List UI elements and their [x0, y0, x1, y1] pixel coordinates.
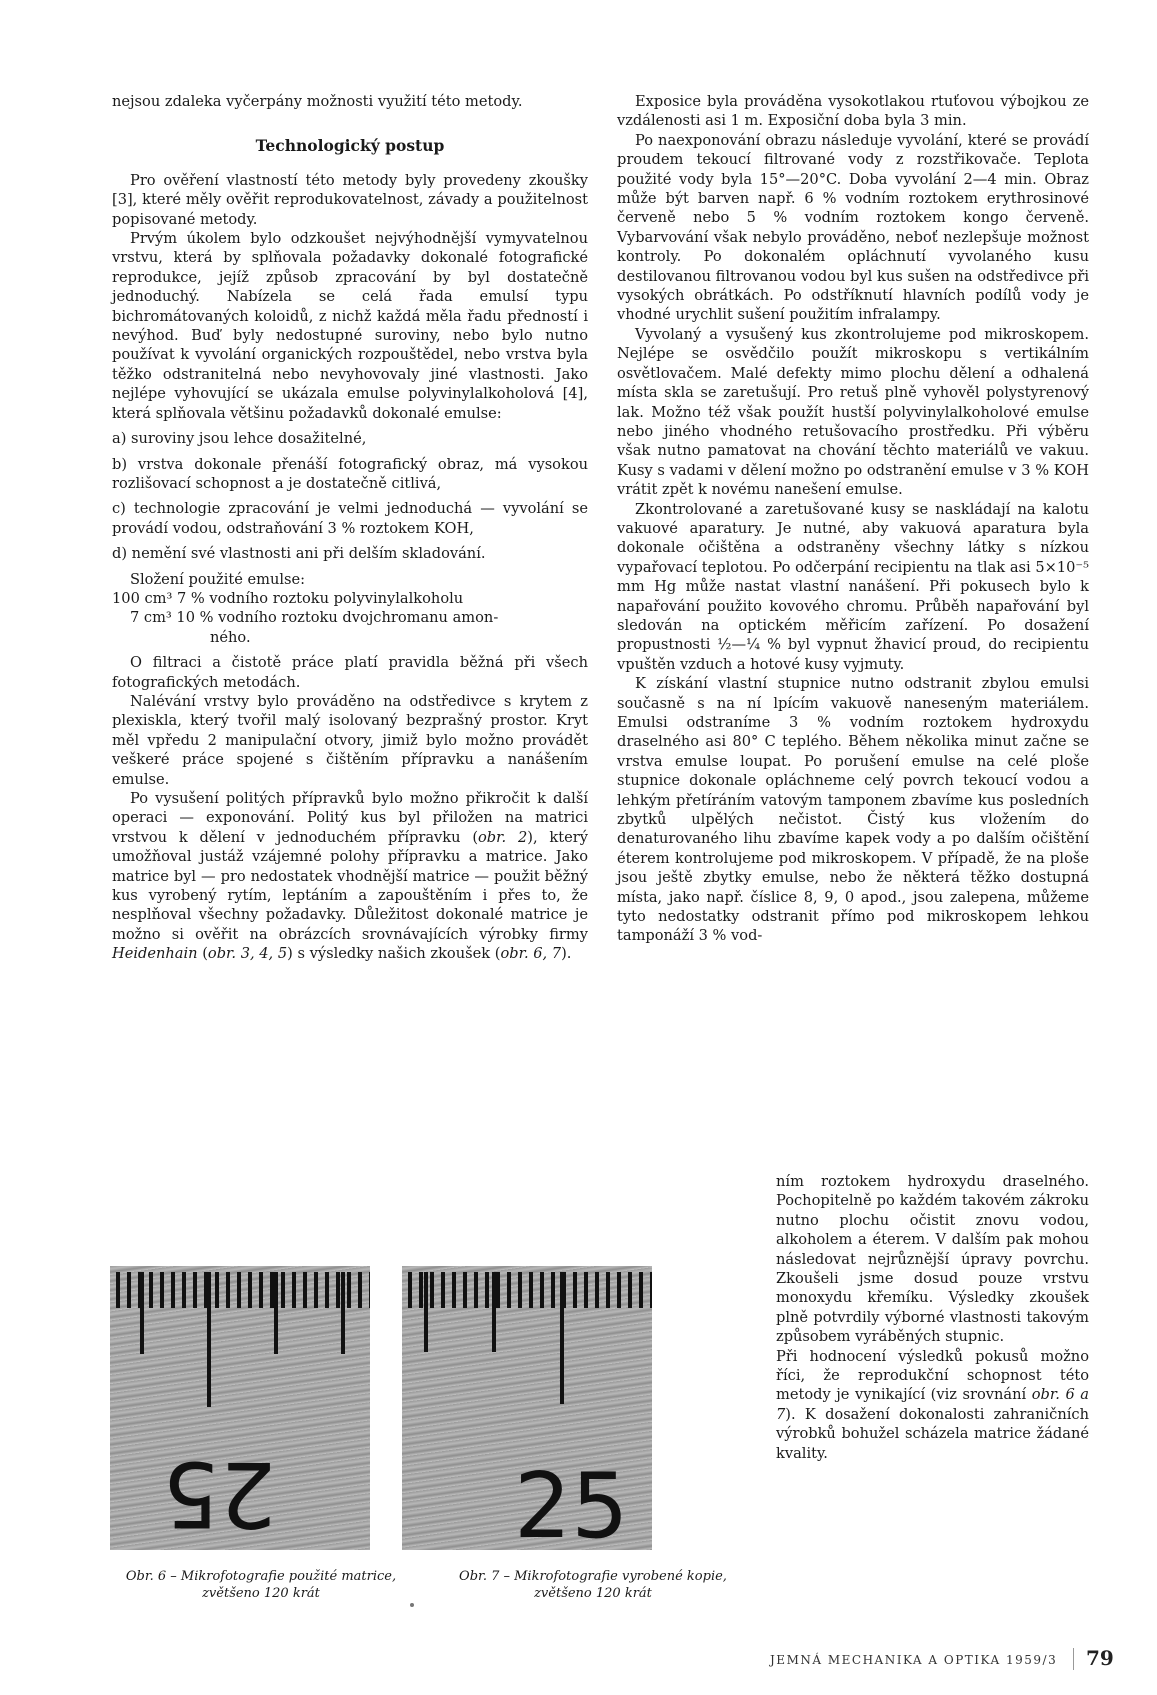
list-item-a: a) suroviny jsou lehce dosažitelné,: [112, 430, 367, 448]
paragraph: Zkontrolované a zaretušované kusy se naskládají na kalotu vakuové aparatury. Je nutné, aby vakuová aparatura byla dokonale očištěna a odstraněny všechny látky s nízkou vypařovací teplotou. Po odčerpání recipientu na tlak asi 5×10⁻⁵ mm Hg může nastat vlastní nanášení. Při pokusech bylo k napařování použito kovového chromu. Průběh napařování byl sledován na optickém měřicím zařízení. Po dosažení propustnosti ½—¼ % byl vypnut žhavicí proud, do recipientu vpuštěn vzduch a hotové kusy vyjmuty.: [617, 500, 1089, 673]
text-run: Při hodnocení výsledků pokusů možno říci, že reprodukční schopnost této metody je vynikající (viz srovnání: [776, 1347, 1089, 1404]
scale-ticks: [116, 1272, 370, 1308]
scale-tick-long: [274, 1272, 278, 1354]
page-number: 79: [1086, 1646, 1114, 1670]
wrapped-text: [776, 1172, 1089, 1463]
caption-line: zvětšeno 120 krát: [534, 1586, 652, 1601]
figure-7-micrograph: [402, 1266, 652, 1550]
paragraph: [112, 789, 588, 964]
paragraph: Po naexponování obrazu následuje vyvolání, které se provádí proudem tekoucí filtrované vody z rozstřikovače. Teplota použité vody byla 15°—20°C. Doba vyvolání 2—4 min. Obraz může být barven např. 6 % vodním roztokem erythrosinové červeně nebo 5 % vodním roztokem kongo červeně. Vybarvování však nebylo prováděno, neboť nezlepšuje možnost kontroly. Po dokonalém opláchnutí vyvolaného kusu destilovanou filtrovanou vodou byl kus sušen na odstředivce při vysokých obrátkách. Po odstříknutí hlavních podílů vody je vhodné urychlit sušení použitím infralampy.: [617, 131, 1089, 324]
caption-line: zvětšeno 120 krát: [202, 1586, 320, 1601]
composition-line: ného.: [210, 628, 251, 646]
firm-name: Heidenhain: [112, 945, 198, 963]
list-item-b: b) vrstva dokonale přenáší fotografický obraz, má vysokou rozlišovací schopnost a je dostatečně citlivá,: [112, 455, 588, 492]
paragraph: K získání vlastní stupnice nutno odstranit zbylou emulsi současně s na ní lpícím vakuově naneseným materiálem. Emulsi odstraníme 3 % vodním roztokem hydroxydu draselného asi 80° C teplého. Během několika minut začne se vrstva emulse loupat. Po porušení emulse na celé ploše stupnice dokonale opláchneme celý povrch tekoucí vodou a lehkým přetíráním vatovým tamponem zbavíme kus posledních zbytků ulpělých nečistot. Čistý kus vložením do denaturovaného lihu zbavíme kapek vody a po dalším očištění éterem kontrolujeme pod mikroskopem. V případě, že na ploše jsou ještě zbytky emulse, nebo že některá těžko dostupná místa, jako např. číslice 8, 9, 0 apod., jsou zalepena, můžeme tyto nedostatky odstranit přímo pod mikroskopem lehkou tamponáží 3 % vod-: [617, 675, 1089, 945]
caption-line: Obr. 6 – Mikrofotografie použité matrice,: [125, 1569, 397, 1584]
paragraph-continuation: ním roztokem hydroxydu draselného. Pochopitelně po každém takovém zákroku nutno plochu očistit znovu vodou, alkoholem a éterem. V dalším pak mohou následovat nejrůznější úpravy povrchu. Zkoušeli jsme dosud pouze vrstvu monoxydu křemíku. Výsledky zkoušek plně potvrdily výborné vlastnosti takovým způsobem vyráběných stupnic.: [776, 1173, 1089, 1346]
paragraph: Nalévání vrstvy bylo prováděno na odstředivce s krytem z plexiskla, který tvořil malý isolovaný bezprašný prostor. Kryt měl vpředu 2 manipulační otvory, jimiž bylo možno provádět veškeré práce spojené s čištěním přípravku a nanášením emulse.: [112, 692, 588, 788]
figure-reference: obr. 3, 4, 5: [207, 945, 288, 963]
figure-reference: obr. 6 a 7: [776, 1386, 1089, 1423]
figure-reference: obr. 6, 7: [500, 945, 562, 963]
left-column: [112, 92, 588, 964]
section-heading: Technologický postup: [255, 136, 445, 156]
paragraph: Vyvolaný a vysušený kus zkontrolujeme pod mikroskopem. Nejlépe se osvědčilo použít mikroskopu s vertikálním osvětlovačem. Malé defekty mimo plochu dělení a odhalená místa skla se zaretušují. Pro retuš plně vyhověl polystyrenový lak. Možno též však použít hustší polyvinylalkoholové emulse nebo jiného vhodného retušovacího prostředku. Při výběru však nutno pamatovat na chování těchto materiálů ve vakuu. Kusy s vadami v dělení možno po odstranění emulse v 3 % KOH vrátit zpět k novému nanešení emulse.: [617, 325, 1089, 499]
paragraph: Prvým úkolem bylo odzkoušet nejvýhodnější vymyvatelnou vrstvu, která by splňovala požadavky dokonalé fotografické reprodukce, jejíž způsob zpracování by byl dostatečně jednoduchý. Nabízela se celá řada emulsí typu bichromátovaných koloidů, z nichž každá měla řadu předností i nevýhod. Buď byly nedostupné suroviny, nebo bylo nutno používat k vyvolání organických rozpouštědel, nebo vrstva byla těžko odstranitelná nebo nevyhovovaly jiné vlastnosti. Jako nejlépe vyhovující se ukázala emulse polyvinylalkoholová [4], která splňovala většinu požadavků dokonalé emulse:: [112, 230, 588, 422]
text-run: Po vysušení politých přípravků bylo možno přikročit k další operaci — exponování. Politý kus byl přiložen na matrici vrstvou k dělení v jednoduchém přípravku (: [112, 790, 588, 846]
text-run: ). K dosažení dokonalosti zahraničních výrobků bohužel scházela matrice žádané kvality.: [776, 1405, 1089, 1462]
list-item-c: c) technologie zpracování je velmi jednoduchá — vyvolání se provádí vodou, odstraňování 3 % roztokem KOH,: [112, 500, 588, 537]
paragraph: O filtraci a čistotě práce platí pravidla běžná při všech fotografických metodách.: [112, 654, 588, 691]
composition-line: 7 cm³ 10 % vodního roztoku dvojchromanu amon-: [130, 609, 499, 627]
journal-footer: JEMNÁ MECHANIKA A OPTIKA 1959/3: [770, 1653, 1058, 1667]
text-run: (: [197, 945, 208, 963]
text-run: ).: [561, 945, 572, 963]
paragraph: Pro ověření vlastností této metody byly provedeny zkoušky [3], které měly ověřit reprodukovatelnost, závady a použitelnost popisované metody.: [112, 171, 588, 228]
figure-7-caption: [428, 1568, 758, 1602]
caption-line: Obr. 7 – Mikrofotografie vyrobené kopie,: [459, 1569, 727, 1584]
scale-tick-long: [207, 1272, 211, 1407]
figure-reference: obr. 2: [478, 828, 528, 846]
scale-number-mirrored: 25: [162, 1441, 277, 1546]
scale-tick-long: [492, 1272, 496, 1352]
scale-tick-long: [341, 1272, 345, 1354]
composition-label: Složení použité emulse:: [130, 570, 306, 588]
paragraph: [776, 1347, 1089, 1463]
scale-tick-long: [560, 1272, 564, 1404]
intro-paragraph: nejsou zdaleka vyčerpány možnosti využití této metody.: [112, 93, 523, 110]
figure-6-caption: [96, 1568, 426, 1602]
figure-6-micrograph: [110, 1266, 370, 1550]
footer-divider: [1073, 1648, 1074, 1670]
scale-tick-long: [140, 1272, 144, 1354]
print-speck: [410, 1603, 414, 1607]
scale-number: 25: [514, 1454, 629, 1550]
text-run: ), který umožňoval justáž vzájemné polohy přípravku a matrice. Jako matrice byl — pro nedostatek vhodnější matrice — použit běžný kus vyrobený rytím, leptáním a zapouštěním i přes to, že nesplňoval všechny požadavky. Důležitost dokonalé matrice je možno si ověřit na obrázcích srovnávajících výrobky firmy: [112, 828, 588, 943]
text-run: ) s výsledky našich zkoušek (: [287, 945, 501, 963]
composition-line: 100 cm³ 7 % vodního roztoku polyvinylalkoholu: [112, 589, 464, 607]
paragraph: Exposice byla prováděna vysokotlakou rtuťovou výbojkou ze vzdálenosti asi 1 m. Exposiční doba byla 3 min.: [617, 93, 1089, 130]
list-item-d: d) nemění své vlastnosti ani při delším skladování.: [112, 545, 486, 563]
right-column: [617, 92, 1089, 946]
scale-tick-long: [424, 1272, 428, 1352]
scale-ticks: [408, 1272, 652, 1308]
